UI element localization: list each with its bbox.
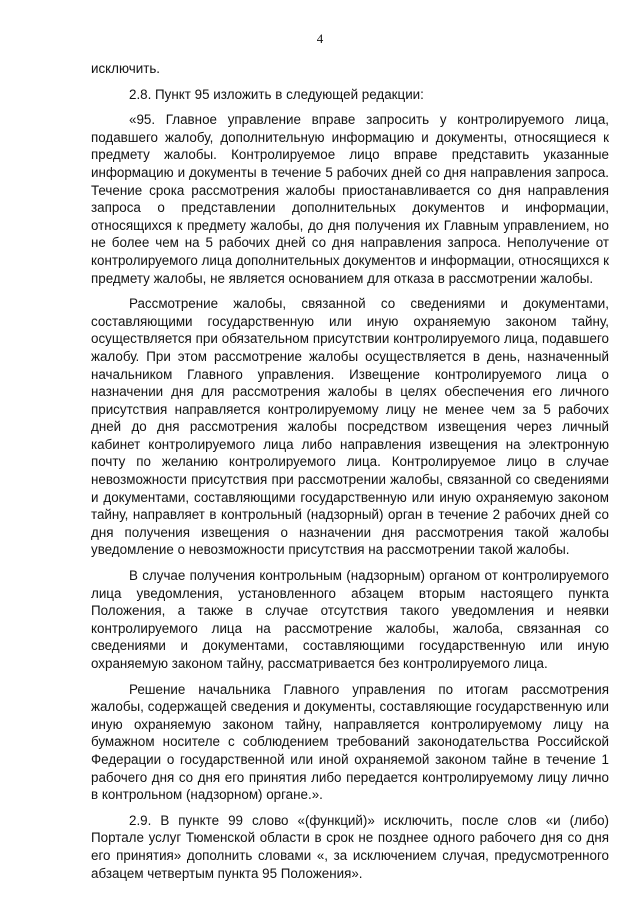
page-number: 4 xyxy=(316,31,324,46)
document-body xyxy=(91,60,609,890)
paragraph-item-2-8: 2.8. Пункт 95 изложить в следующей редакции: xyxy=(129,86,424,102)
paragraph-item-2-9: 2.9. В пункте 99 слово «(функций)» исключить, после слов «и (либо) Портале услуг Тюменской области в срок не позднее одного рабочего дня со дня его принятия» дополнить словами «, за исключением случая, предусмотренного абзацем четвертым пункта 95 Положения». xyxy=(91,812,609,881)
paragraph-continuation: исключить. xyxy=(91,61,161,76)
paragraph-secret-complaint: Рассмотрение жалобы, связанной со сведениями и документами, составляющими государственную или иную охраняемую законом тайну, осуществляется при обязательном присутствии контролируемого лица, подавшего жалобу. При этом рассмотрение жалобы осуществляется в день, назначенный начальником Главного управления. Извещение контролируемого лица о назначении дня для рассмотрения жалобы в целях обеспечения его личного присутствия направляется контролируемому лицу не менее чем за 5 рабочих дней до дня рассмотрения жалобы посредством извещения через личный кабинет контролируемого лица либо направления извещения на электронную почту по желанию контролируемого лица. Контролируемое лицо в случае невозможности присутствия при рассмотрении жалобы, связанной со сведениями и документами, составляющими государственную или иную охраняемую законом тайну, направляет в контрольный (надзорный) орган в течение 2 рабочих дней со дня получения извещения о назначении дня рассмотрения такой жалобы уведомление о невозможности присутствия на рассмотрении такой жалобы. xyxy=(91,296,609,558)
paragraph-absence-notice: В случае получения контрольным (надзорным) органом от контролируемого лица уведомления, установленного абзацем вторым настоящего пункта Положения, а также в случае отсутствия такого уведомления и неявки контролируемого лица на рассмотрение жалобы, жалоба, связанная со сведениями и документами, составляющими государственную или иную охраняемую законом тайну, рассматривается без контролируемого лица. xyxy=(91,568,609,671)
paragraph-clause-95: «95. Главное управление вправе запросить у контролируемого лица, подавшего жалобу, дополнительную информацию и документы, относящиеся к предмету жалобы. Контролируемое лицо вправе представить указанные информацию и документы в течение 5 рабочих дней со дня направления запроса. Течение срока рассмотрения жалобы приостанавливается со дня направления запроса о представлении дополнительных документов и информации, относящихся к предмету жалобы, до дня получения их Главным управлением, но не более чем на 5 рабочих дней со дня направления запроса. Неполучение от контролируемого лица дополнительных документов и информации, относящихся к предмету жалобы, не является основанием для отказа в рассмотрении жалобы. xyxy=(91,112,609,286)
paragraph-decision: Решение начальника Главного управления по итогам рассмотрения жалобы, содержащей сведения и документы, составляющие государственную или иную охраняемую законом тайну, направляется контролируемому лицу на бумажном носителе с соблюдением требований законодательства Российской Федерации о государственной или иной охраняемой законом тайне в течение 1 рабочего дня со дня его принятия либо передается контролируемому лицу лично в контрольном (надзорном) органе.». xyxy=(91,681,609,803)
